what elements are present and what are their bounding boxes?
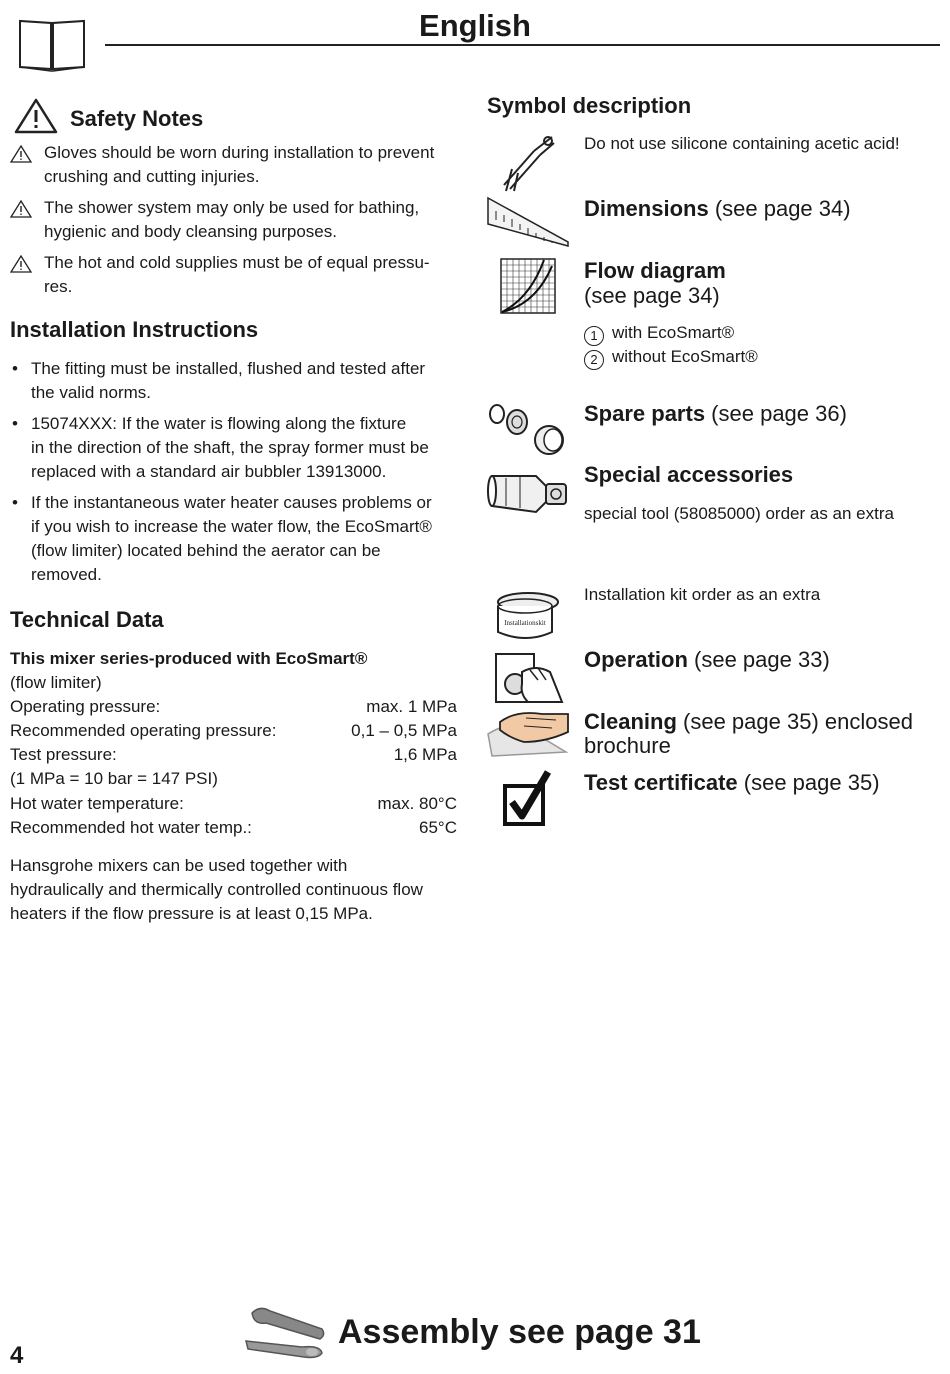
spec-row: Test pressure: 1,6 MPa — [10, 745, 457, 764]
installation-heading: Installation Instructions — [10, 317, 259, 342]
spec-row: Hot water temperature: max. 80°C — [10, 794, 457, 813]
cleaning-entry: Cleaning (see page 35) enclosed — [584, 709, 913, 734]
warning-icon — [14, 98, 58, 134]
list-item: • The fitting must be installed, flushed and tested after the valid norms. — [12, 359, 426, 402]
spare-parts-icon — [487, 400, 571, 456]
cleaning-icon — [486, 708, 570, 758]
technical-subheading: This mixer series-produced with EcoSmart® — [10, 649, 368, 668]
cleaning-entry-line2: brochure — [584, 733, 671, 758]
page-number: 4 — [10, 1342, 24, 1369]
installation-kit-icon — [492, 586, 560, 642]
technical-heading: Technical Data — [10, 607, 164, 632]
spare-parts-entry: Spare parts (see page 36) — [584, 401, 847, 426]
flow-option-2: 2 without EcoSmart® — [584, 345, 944, 370]
special-tool-icon — [486, 466, 570, 518]
flow-diagram-icon — [500, 258, 556, 314]
flow-diagram-ref: (see page 34) — [584, 283, 720, 308]
list-item: • If the instantaneous water heater causes problems or if you wish to increase the water flow, the EcoSmart® (flow limiter) located behind the aerator can be removed. — [12, 493, 432, 584]
special-accessories-title: Special accessories — [584, 462, 794, 487]
checkbox-check-icon — [502, 770, 552, 828]
ruler-icon — [486, 196, 570, 248]
page-title: English — [419, 8, 531, 43]
assembly-reference: Assembly see page 31 — [338, 1313, 701, 1351]
warning-icon — [10, 145, 32, 163]
flow-diagram-title: Flow diagram — [584, 258, 726, 283]
operation-entry: Operation (see page 33) — [584, 647, 830, 672]
list-item: • 15074XXX: If the water is flowing along the fixture in the direction of the shaft, the spray former must be replaced with a standard air bubbler 13913000. — [12, 414, 429, 481]
symbols-heading: Symbol description — [487, 93, 692, 118]
spec-row: Recommended operating pressure: 0,1 – 0,5 MPa — [10, 721, 457, 740]
safety-item: The shower system may only be used for bathing, hygienic and body cleansing purposes. — [10, 196, 460, 244]
warning-icon — [10, 255, 32, 273]
spec-row: Recommended hot water temp.: 65°C — [10, 818, 457, 837]
spec-row: (1 MPa = 10 bar = 147 PSI) — [10, 769, 218, 788]
technical-subnote: (flow limiter) — [10, 673, 102, 692]
test-certificate-entry: Test certificate (see page 35) — [584, 770, 880, 795]
spec-row: Operating pressure: max. 1 MPa — [10, 697, 457, 716]
safety-item: The hot and cold supplies must be of equal pressu- res. — [10, 251, 460, 299]
technical-note: Hansgrohe mixers can be used together with hydraulically and thermically controlled continuous flow heaters if the flow pressure is at least 0,15 MPa. — [10, 856, 423, 923]
warning-icon — [10, 200, 32, 218]
tools-icon — [242, 1303, 326, 1361]
flow-option-1: 1 with EcoSmart® — [584, 321, 944, 346]
operation-icon — [492, 650, 564, 706]
silicone-note: Do not use silicone containing acetic acid! — [584, 134, 900, 153]
silicone-gun-icon — [496, 133, 558, 193]
header-rule — [105, 44, 940, 46]
special-accessories-text: special tool (58085000) order as an extra — [584, 504, 894, 523]
number-circle-icon: 2 — [584, 350, 604, 370]
safety-item: Gloves should be worn during installation to prevent crushing and cutting injuries. — [10, 141, 460, 189]
dimensions-entry: Dimensions (see page 34) — [584, 196, 851, 221]
installation-kit-text: Installation kit order as an extra — [584, 585, 821, 604]
can-label: Installationskit — [504, 619, 546, 627]
number-circle-icon: 1 — [584, 326, 604, 346]
safety-heading: Safety Notes — [70, 106, 204, 131]
